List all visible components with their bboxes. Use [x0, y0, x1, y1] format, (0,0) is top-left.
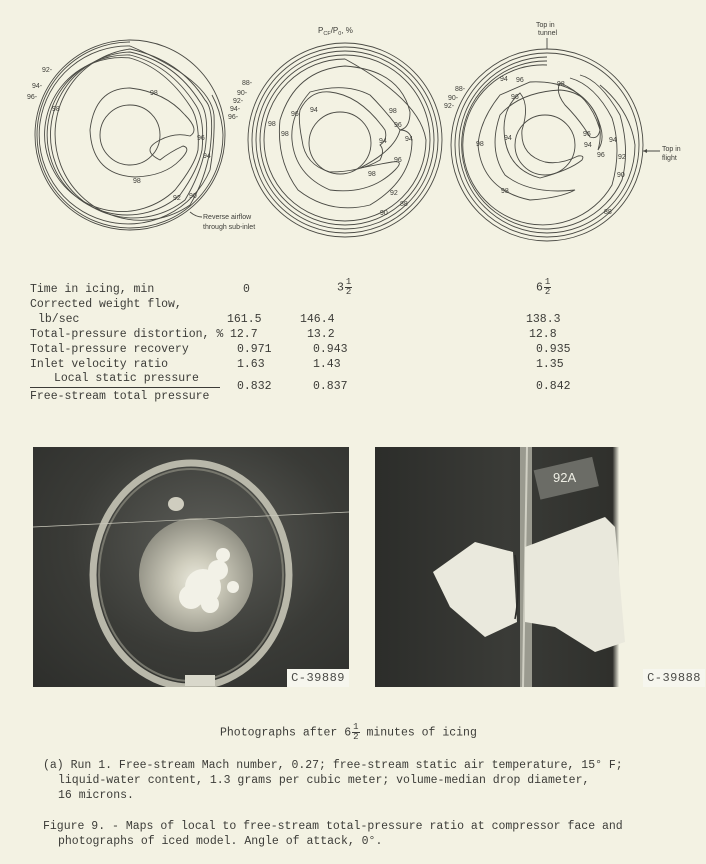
svg-text:90-: 90- [237, 90, 248, 97]
svg-text:92: 92 [390, 190, 398, 197]
svg-text:tunnel: tunnel [538, 30, 558, 37]
value-velocity-1: 1.43 [313, 358, 341, 371]
svg-text:98: 98 [268, 121, 276, 128]
svg-text:98: 98 [389, 108, 397, 115]
svg-text:92-: 92- [444, 103, 455, 110]
svg-text:92: 92 [173, 195, 181, 202]
svg-text:96: 96 [394, 157, 402, 164]
value-recovery-1: 0.943 [313, 343, 348, 356]
value-distortion-2: 12.8 [529, 328, 557, 341]
svg-text:96: 96 [394, 122, 402, 129]
svg-text:88: 88 [604, 209, 612, 216]
subfigure-a-caption-line-2: liquid-water content, 1.3 grams per cubic meter; volume-median drop diameter, [58, 774, 590, 787]
svg-text:94: 94 [584, 142, 592, 149]
row-label-distortion: Total-pressure distortion, % [30, 328, 224, 341]
photo-iced-spinner [375, 447, 705, 687]
svg-text:94-: 94- [230, 106, 241, 113]
svg-text:88-: 88- [455, 86, 466, 93]
svg-text:94: 94 [310, 107, 318, 114]
svg-text:98: 98 [368, 171, 376, 178]
svg-text:through sub-inlet: through sub-inlet [203, 224, 256, 231]
row-label-velocity-ratio: Inlet velocity ratio [30, 358, 169, 371]
row-label-time: Time in icing, min [30, 283, 155, 296]
svg-text:96: 96 [291, 111, 299, 118]
value-weight-flow-0: 161.5 [227, 313, 262, 326]
svg-text:94: 94 [405, 136, 413, 143]
time-col-3.5: 3 $\frac{1}{2}$ [337, 277, 352, 297]
value-static-ratio-0: 0.832 [237, 380, 272, 393]
value-recovery-0: 0.971 [237, 343, 272, 356]
svg-text:94: 94 [609, 137, 617, 144]
svg-text:98: 98 [150, 90, 158, 97]
pressure-ratio-axis-label: $P_{CF}/P_0$, % [318, 26, 353, 37]
value-distortion-0: 12.7 [230, 328, 258, 341]
svg-text:98: 98 [52, 106, 60, 113]
row-label-ratio-denominator: Free-stream total pressure [30, 390, 210, 403]
svg-text:96-: 96- [228, 114, 239, 121]
row-label-ratio-numerator: Local static pressure [54, 372, 199, 385]
value-weight-flow-1: 146.4 [300, 313, 335, 326]
svg-text:94: 94 [504, 135, 512, 142]
svg-text:94: 94 [500, 76, 508, 83]
svg-text:92-: 92- [42, 67, 53, 74]
subfigure-a-caption-line-3: 16 microns. [58, 789, 134, 802]
iced-spinner-illustration [375, 447, 705, 687]
svg-text:90: 90 [380, 210, 388, 217]
value-static-ratio-2: 0.842 [536, 380, 571, 393]
svg-text:94-: 94- [32, 83, 43, 90]
svg-text:96: 96 [583, 131, 591, 138]
svg-text:96: 96 [597, 152, 605, 159]
time-col-6.5: 6 $\frac{1}{2}$ [536, 277, 551, 297]
svg-text:Top in: Top in [662, 146, 681, 153]
svg-text:88-: 88- [242, 80, 253, 87]
figure-caption-line-1: Figure 9. - Maps of local to free-stream total-pressure ratio at compressor face and [43, 820, 623, 833]
svg-text:98: 98 [281, 131, 289, 138]
svg-text:98: 98 [501, 188, 509, 195]
svg-text:96: 96 [511, 94, 519, 101]
contour-map-6.5min [444, 22, 681, 241]
contour-maps [0, 0, 706, 250]
row-label-weight-flow: Corrected weight flow, [30, 298, 182, 311]
svg-text:94: 94 [203, 153, 211, 160]
photo-id-label: C-39889 [287, 669, 349, 687]
svg-text:98: 98 [133, 178, 141, 185]
time-col-0: 0 [243, 283, 250, 296]
svg-text:88: 88 [400, 201, 408, 208]
contour-map-3.5min [228, 43, 442, 237]
figure-caption-line-2: photographs of iced model. Angle of attack, 0°. [58, 835, 383, 848]
subfigure-a-caption-line-1: (a) Run 1. Free-stream Mach number, 0.27; free-stream static air temperature, 15° F; [43, 759, 623, 772]
value-velocity-2: 1.35 [536, 358, 564, 371]
svg-text:96-: 96- [27, 94, 38, 101]
svg-text:98: 98 [557, 81, 565, 88]
svg-text:90-: 90- [448, 95, 459, 102]
svg-text:90: 90 [189, 193, 197, 200]
svg-text:90: 90 [617, 172, 625, 179]
photos-caption: Photographs after 6 $\frac{1}{2}$ minutes of icing [220, 722, 477, 742]
value-static-ratio-1: 0.837 [313, 380, 348, 393]
model-tag-92a: 92A [553, 470, 577, 485]
svg-text:92-: 92- [233, 98, 244, 105]
svg-text:94: 94 [379, 138, 387, 145]
svg-text:Top in: Top in [536, 22, 555, 29]
ratio-divider [30, 387, 220, 388]
svg-text:96: 96 [197, 135, 205, 142]
photo-id-label: C-39888 [643, 669, 705, 687]
value-distortion-1: 13.2 [307, 328, 335, 341]
svg-text:98: 98 [476, 141, 484, 148]
compressor-face-illustration [33, 447, 349, 687]
row-label-lbsec: lb/sec [38, 313, 80, 326]
value-velocity-0: 1.63 [237, 358, 265, 371]
contour-map-0min [27, 40, 255, 231]
svg-text:92: 92 [618, 154, 626, 161]
svg-text:flight: flight [662, 155, 677, 162]
svg-text:Reverse airflow: Reverse airflow [203, 214, 252, 221]
photo-compressor-face [33, 447, 349, 687]
value-recovery-2: 0.935 [536, 343, 571, 356]
value-weight-flow-2: 138.3 [526, 313, 561, 326]
svg-text:96: 96 [516, 77, 524, 84]
row-label-recovery: Total-pressure recovery [30, 343, 189, 356]
